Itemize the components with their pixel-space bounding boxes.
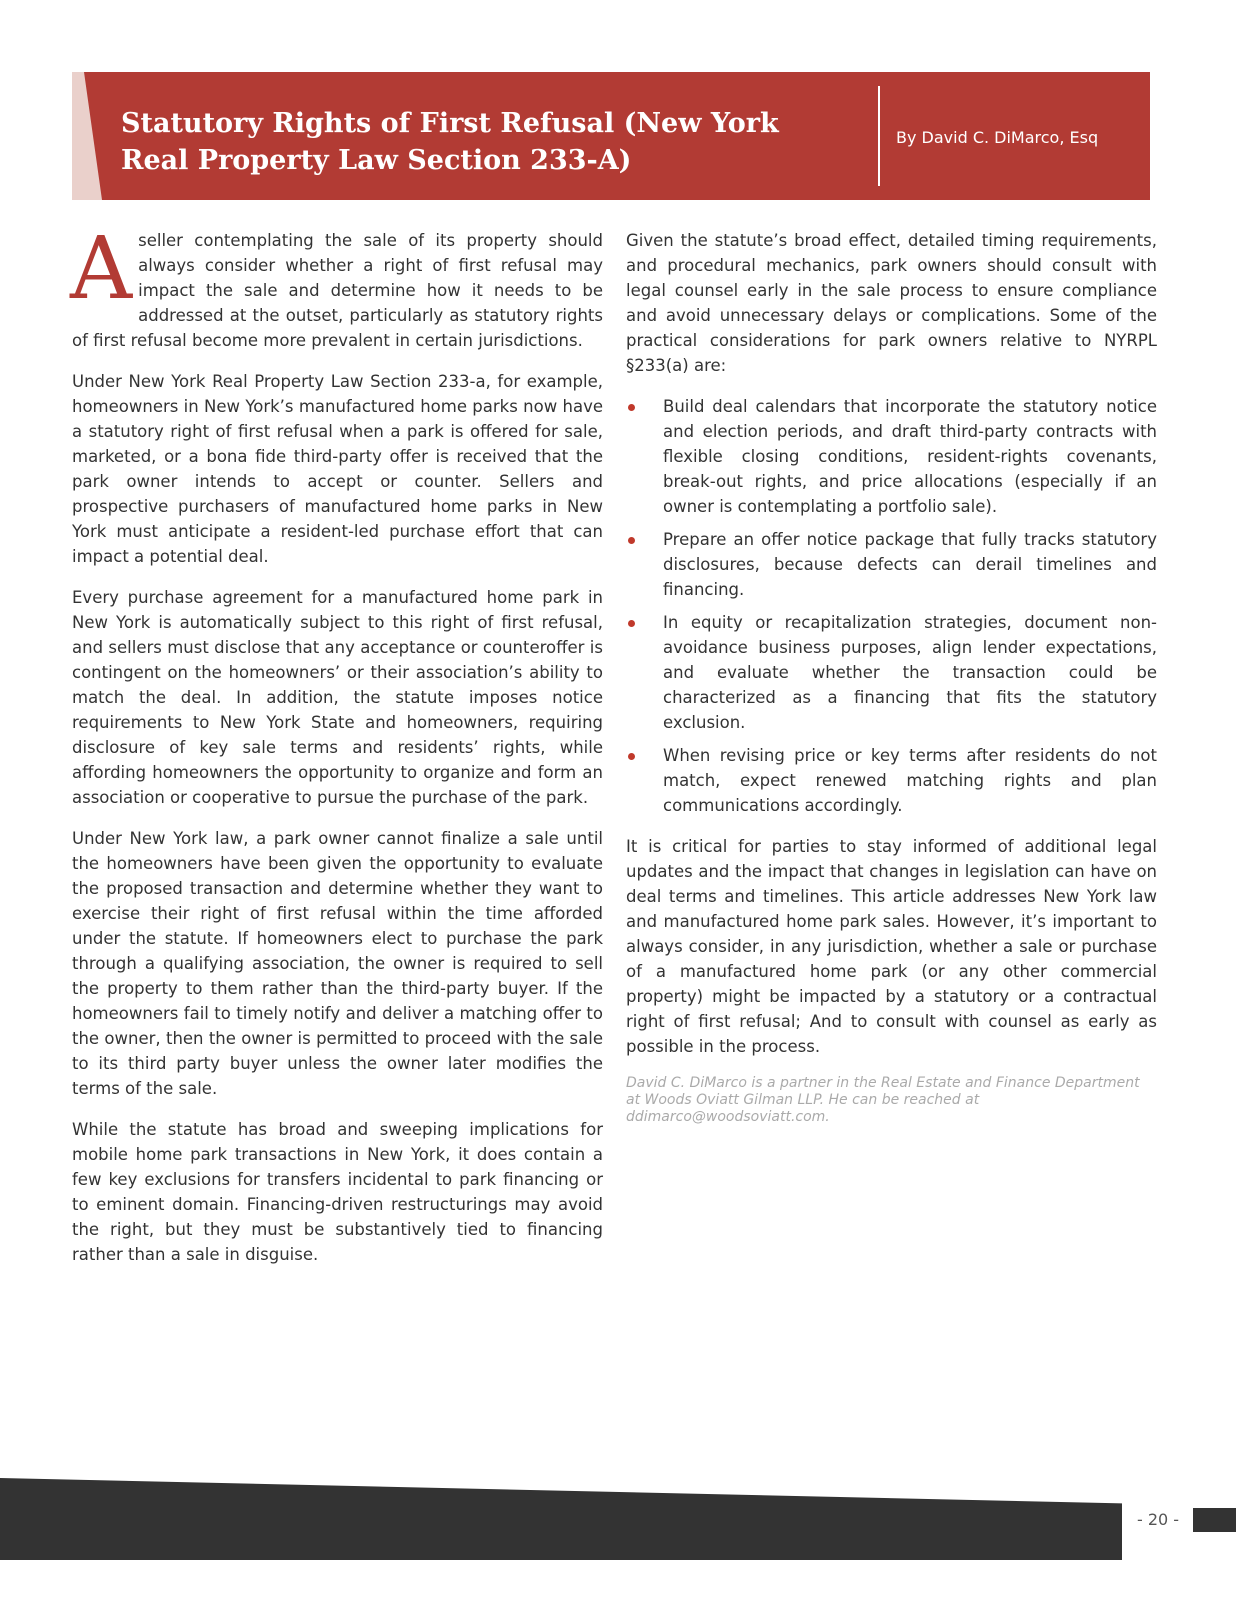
right-column [626,228,1157,1126]
list-item [626,743,1157,818]
article-byline: By David C. DiMarco, Esq [896,128,1099,147]
intro-paragraph [70,219,603,353]
bullet-dot-icon [628,620,635,627]
drop-cap: A [70,219,133,319]
article-title: Statutory Rights of First Refusal (New York Real Property Law Section 233-A) [121,108,779,176]
footer-band [0,1478,1122,1560]
closing-paragraph: It is critical for parties to stay informed of additional legal updates and the impact that changes in legislation can have on deal terms and timelines. This article addresses New York law and manufactured home park sales. However, it’s important to always consider, in any jurisdiction, whether a sale or purchase of a manufactured home park (or any other commercial property) might be impacted by a statutory or a contractual right of first refusal; And to consult with counsel as early as possible in the process. [626,837,1157,1056]
article-header-banner [72,72,1150,200]
author-bio: David C. DiMarco is a partner in the Real Estate and Finance Department at Woods Oviatt Gilman LLP. He can be reached at ddimarco@woodsoviatt.com. [626,1075,1140,1125]
body-paragraph: While the statute has broad and sweeping implications for mobile home park transactions in New York, it does contain a few key exclusions for transfers incidental to park financing or to eminent domain. Financing-driven restructurings may avoid the right, but they must be substantively tied to financing rather than a sale in disguise. [72,1120,603,1264]
list-item [626,394,1157,519]
list-item-text: Build deal calendars that incorporate the statutory notice and election periods, and draft third-party contracts with flexible closing conditions, resident-rights covenants, break-out rights, and price allocations (especially if an owner is contemplating a portfolio sale). [663,397,1157,516]
list-item [626,527,1157,602]
list-item-text: When revising price or key terms after residents do not match, expect renewed matching rights and plan communications accordingly. [663,746,1157,815]
left-column [70,219,603,1283]
footer-tab [1193,1508,1236,1532]
list-item-text: In equity or recapitalization strategies, document non-avoidance business purposes, align lender expectations, and evaluate whether the transaction could be characterized as a financing that fits the statutory exclusion. [663,613,1157,732]
banner-accent-stripe [72,72,102,200]
bullet-dot-icon [628,404,635,411]
considerations-intro: Given the statute’s broad effect, detailed timing requirements, and procedural mechanics, park owners should consult with legal counsel early in the sale process to ensure compliance and avoid unnecessary delays or complications. Some of the practical considerations for park owners relative to NYRPL §233(a) are: [626,231,1157,375]
bullet-dot-icon [628,753,635,760]
list-item-text: Prepare an offer notice package that fully tracks statutory disclosures, because defects can derail timelines and financing. [663,530,1157,599]
considerations-list [626,394,1157,818]
body-paragraph: Under New York Real Property Law Section 233-a, for example, homeowners in New York’s manufactured home parks now have a statutory right of first refusal when a park is offered for sale, marketed, or a bona fide third-party offer is received that the park owner intends to accept or counter. Sellers and prospective purchasers of manufactured home parks in New York must anticipate a resident-led purchase effort that can impact a potential deal. [72,372,603,566]
list-item [626,610,1157,735]
body-paragraph: Every purchase agreement for a manufactured home park in New York is automatically subject to this right of first refusal, and sellers must disclose that any acceptance or counteroffer is contingent on the homeowners’ or their association’s ability to match the deal. In addition, the statute imposes notice requirements to New York State and homeowners, requiring disclosure of key sale terms and residents’ rights, while affording homeowners the opportunity to organize and form an association or cooperative to pursue the purchase of the park. [72,588,603,807]
intro-text: seller contemplating the sale of its property should always consider whether a right of first refusal may impact the sale and determine how it needs to be addressed at the outset, particularly as statutory rights of first refusal become more prevalent in certain jurisdictions. [72,231,603,350]
page-number: - 20 - [1136,1510,1180,1529]
banner-divider [878,86,880,186]
body-paragraph: Under New York law, a park owner cannot finalize a sale until the homeowners have been given the opportunity to evaluate the proposed transaction and determine whether they want to exercise their right of first refusal within the time afforded under the statute. If homeowners elect to purchase the park through a qualifying association, the owner is required to sell the property to them rather than the third-party buyer. If the homeowners fail to timely notify and deliver a matching offer to the owner, then the owner is permitted to proceed with the sale to its third party buyer unless the owner later modifies the terms of the sale. [72,829,603,1098]
bullet-dot-icon [628,537,635,544]
